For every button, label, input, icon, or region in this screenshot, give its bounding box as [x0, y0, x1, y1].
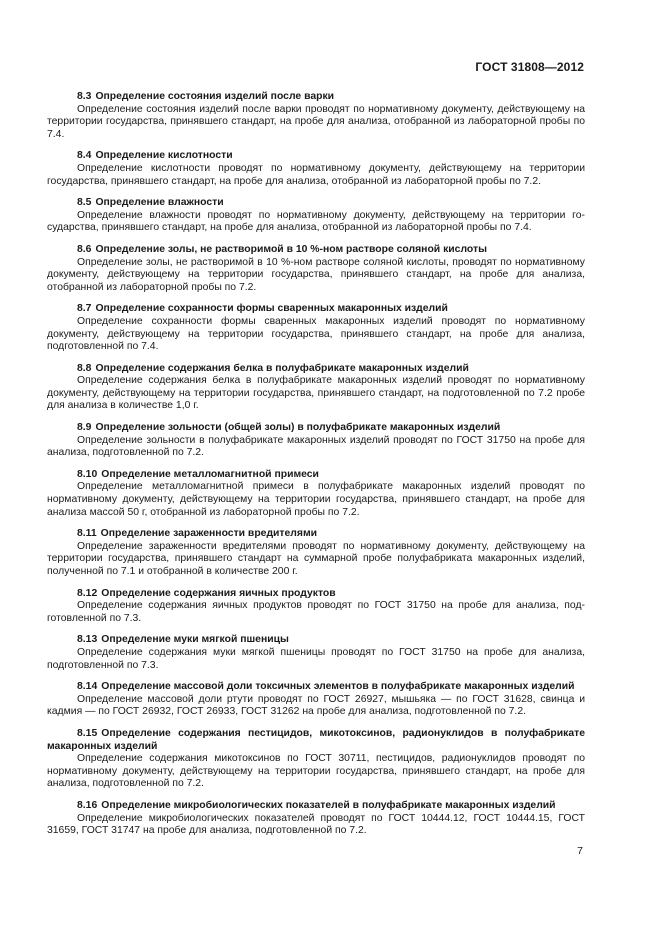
section-8-16: [47, 800, 585, 838]
section-title-text: Определение содержания пестицидов, микотоксинов, радионуклидов в полуфабрикате макаронных изделий: [47, 727, 585, 752]
document-code-header: ГОСТ 31808—2012: [475, 60, 584, 74]
section-title-text: Определение муки мягкой пшеницы: [101, 634, 289, 646]
section-title-text: Определение золы, не растворимой в 10 %-ном растворе соляной кислоты: [95, 243, 487, 255]
section-body: Определение зольности в полуфабрикате макаронных изделий проводят по ГОСТ 31750 на пробе для анализа, подготовленной по 7.2.: [47, 434, 585, 459]
section-number: 8.9: [77, 422, 92, 434]
section-title-text: Определение зараженности вредителями: [100, 528, 318, 540]
section-8-12: [47, 588, 585, 626]
section-body: Определение золы, не растворимой в 10 %-ном растворе соляной кислоты, проводят по нормативному документу, действующему на территории государства, принявшего стандарт, на пробе для анализа, отобранной из лабораторной пробы по 7.2.: [47, 256, 585, 293]
section-title: [47, 800, 585, 813]
section-body: Определение содержания микотоксинов по ГОСТ 30711, пестицидов, радионуклидов проводят по нормативному документу, действующему на территории государства, принявшего стандарт, на пробе для анализа, подготовленной по 7.2.: [47, 753, 585, 790]
section-title-text: Определение металломагнитной примеси: [101, 468, 319, 480]
section-8-4: [47, 150, 585, 188]
section-body: Определение влажности проводят по нормативному документу, действующему на территории государства, принявшего стандарт, на пробе для анализа, отобранной из лабораторной пробы по 7.4.: [47, 209, 585, 234]
section-title-text: Определение влажности: [95, 197, 224, 209]
section-body: Определение металломагнитной примеси в полуфабрикате макаронных изделий проводят по нормативному документу, действующему на территории государства, принявшего стандарт, на пробе для анализа массой 50 г, отобранной из лабораторной пробы по 7.2.: [47, 481, 585, 518]
section-8-8: [47, 363, 585, 413]
section-number: 8.10: [77, 468, 98, 480]
section-title-text: Определение микробиологических показателей в полуфабрикате макаронных изделий: [101, 799, 556, 811]
section-number: 8.13: [77, 634, 98, 646]
section-body: Определение содержания белка в полуфабрикате макаронных изделий проводят по нормативному документу, действующему на территории государства, принявшего стандарт, на подготовленной по 7.2 пробе для анализа в количестве 1,0 г.: [47, 375, 585, 412]
section-title: [47, 469, 585, 482]
section-number: 8.3: [77, 91, 92, 102]
section-title: [47, 681, 585, 694]
section-body: Определение сохранности формы сваренных макаронных изделий проводят по нормативному документу, действующему на территории государства, принявшего стандарт, на пробе для анализа, подготовленной по 7.4.: [47, 315, 585, 353]
section-title: [47, 588, 585, 601]
section-number: 8.12: [77, 587, 98, 599]
section-title: [47, 634, 585, 647]
section-body: Определение содержания яичных продуктов проводят по ГОСТ 31750 на пробе для анализа, подготовленной по 7.3.: [47, 600, 585, 624]
section-number: 8.11: [77, 528, 97, 540]
section-8-10: [47, 469, 585, 519]
section-title: [47, 303, 585, 316]
section-body: Определение микробиологических показателей проводят по ГОСТ 10444.12, ГОСТ 10444.15, ГОСТ 31659, ГОСТ 31747 на пробе для анализа, подготовленной по 7.2.: [47, 812, 585, 837]
document-content: [47, 91, 585, 847]
section-number: 8.6: [77, 243, 92, 255]
section-title: [47, 728, 585, 753]
section-title: [47, 150, 585, 163]
section-title: [47, 363, 585, 376]
section-8-11: [47, 528, 585, 578]
section-title-text: Определение сохранности формы сваренных макаронных изделий: [95, 303, 448, 315]
section-8-5: [47, 197, 585, 235]
page-number: 7: [577, 845, 583, 857]
section-title: [47, 244, 585, 257]
section-title: [47, 197, 585, 210]
section-number: 8.5: [77, 197, 92, 209]
section-title: [47, 528, 585, 541]
section-title: [47, 91, 585, 104]
section-number: 8.14: [77, 681, 98, 693]
section-body: Определение массовой доли ртути проводят по ГОСТ 26927, мышьяка — по ГОСТ 31628, свинца и кадмия — по ГОСТ 26932, ГОСТ 26933, ГОСТ 31262 на пробе для анализа, подготовленной по 7.2.: [47, 693, 585, 718]
section-title: [47, 422, 585, 435]
section-body: Определение кислотности проводят по нормативному документу, действующему на территории государства, принявшего стандарт, на пробе для анализа, отобранной из лабораторной пробы по 7.2.: [47, 162, 585, 187]
section-8-14: [47, 681, 585, 719]
section-8-7: [47, 303, 585, 353]
section-8-13: [47, 634, 585, 672]
section-number: 8.8: [77, 362, 92, 374]
section-title-text: Определение кислотности: [95, 150, 233, 162]
section-8-15: [47, 728, 585, 791]
section-8-3: [47, 91, 585, 141]
section-body: Определение зараженности вредителями проводят по нормативному документу, действующему на территории государства, принявшего стандарт на суммарной пробе полуфабриката макаронных изделий, полученной по 7.1 и отобранной в количестве 200 г.: [47, 540, 585, 577]
section-title-text: Определение зольности (общей золы) в полуфабрикате макаронных изделий: [95, 422, 501, 434]
section-number: 8.7: [77, 303, 92, 315]
section-8-6: [47, 244, 585, 294]
section-title-text: Определение массовой доли токсичных элементов в полуфабрикате макаронных изделий: [101, 681, 575, 693]
section-8-9: [47, 422, 585, 460]
section-number: 8.16: [77, 799, 98, 811]
section-title-text: Определение состояния изделий после варки: [95, 91, 335, 102]
section-number: 8.15: [77, 727, 98, 739]
section-title-text: Определение содержания яичных продуктов: [101, 587, 336, 599]
section-title-text: Определение содержания белка в полуфабрикате макаронных изделий: [95, 362, 469, 374]
section-body: Определение состояния изделий после варки проводят по нормативному документу, действующему на территории государства, принявшего стандарт, на пробе для анализа, отобранной из лабораторной пробы по 7.4.: [47, 103, 585, 140]
section-body: Определение содержания муки мягкой пшеницы проводят по ГОСТ 31750 на пробе для анализа, подготовленной по 7.3.: [47, 646, 585, 671]
section-number: 8.4: [77, 150, 92, 162]
